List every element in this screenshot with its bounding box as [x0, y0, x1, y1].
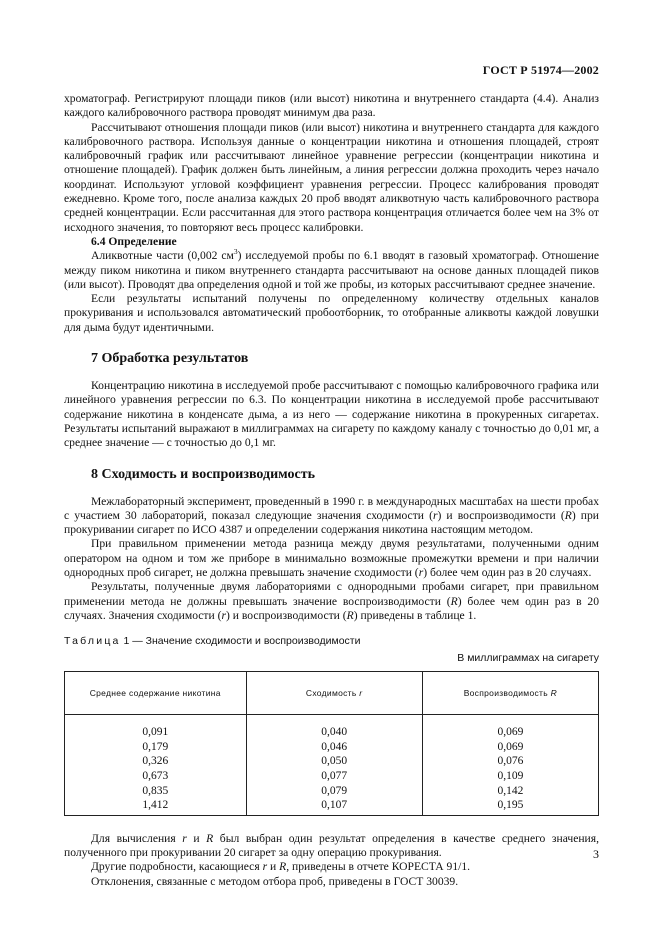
table-cell-r: 0,050 [246, 754, 422, 769]
table-cell-r: 0,079 [246, 784, 422, 799]
document-standard-header: ГОСТ Р 51974—2002 [482, 63, 599, 77]
table-cell-mean: 0,179 [65, 740, 247, 755]
table-unit-note: В миллиграммах на сигарету [457, 652, 599, 665]
table-cell-R: 0,069 [422, 715, 598, 740]
page-number: 3 [593, 847, 599, 861]
table-row [65, 754, 599, 769]
paragraph: Рассчитывают отношения площади пиков (или высот) никотина и внутреннего стандарта для каждого калибровочного раствора. Используя данные о концентрации никотина и отношения площадей, строят калибровочный график или рассчитывают линейное уравнение регрессии (концентрации никотина и отношение площадей). График должен быть линейным, а линия регрессии должна проходить через начало координат. Используют угловой коэффициент уравнения регрессии. Процесс калибрования проводят ежедневно. Кроме того, после анализа каждых 20 проб вводят аликвотную часть калибровочного раствора средней концентрации. Если рассчитанная для этого раствора концентрация отличается более чем на 3% от исходного значения, то повторяют весь процесс калибровки. [64, 120, 599, 234]
section-heading-8: 8 Сходимость и воспроизводимость [91, 466, 316, 482]
paragraph: Межлабораторный эксперимент, проведенный в 1990 г. в международных масштабах на шести пробах с участием 30 лабораторий, показал следующие значения сходимости (r) и воспроизводимости (R) при прокуривании сигарет по ИСО 4387 и определении содержания никотина настоящим методом. [64, 494, 599, 537]
table-cell-mean: 1,412 [65, 798, 247, 815]
subsection-heading-6-4: 6.4 Определение [91, 234, 177, 248]
paragraph: Для вычисления r и R был выбран один результат определения в качестве среднего значения, полученного при прокуривании 20 сигарет за одну операцию прокуривания. [64, 831, 599, 860]
table-row [65, 715, 599, 740]
paragraph: Другие подробности, касающиеся r и R, приведены в отчете КОРЕСТА 91/1. [91, 860, 471, 874]
table-row [65, 769, 599, 784]
paragraph: Результаты, полученные двумя лабораториями с однородными пробами сигарет, при правильном применении метода не должны превышать значение воспроизводимости (R) более чем один раз в 20 случаях. Значения сходимости (r) и воспроизводимости (R) приведены в таблице 1. [64, 580, 599, 622]
table-cell-mean: 0,326 [65, 754, 247, 769]
paragraph: Аликвотные части (0,002 $см^3$) исследуемой пробы по 6.1 вводят в газовый хроматограф. Отношение между пиком никотина и пиком внутреннего стандарта рассчитывают на основе данных площадей пиков (или высот). Проводят два определения одной и той же пробы, из которых рассчитывают среднее значение. [64, 247, 599, 291]
table-cell-mean: 0,091 [65, 715, 247, 740]
table-cell-r: 0,040 [246, 715, 422, 740]
table-row [65, 784, 599, 799]
paragraph: Отклонения, связанные с методом отбора проб, приведены в ГОСТ 30039. [91, 874, 459, 888]
table-cell-mean: 0,673 [65, 769, 247, 784]
table-cell-mean: 0,835 [65, 784, 247, 799]
section-heading-7: 7 Обработка результатов [91, 351, 249, 367]
table-cell-R: 0,109 [422, 769, 598, 784]
column-header-repeatability: Сходимость r [246, 672, 422, 715]
table-cell-R: 0,142 [422, 784, 598, 799]
table-cell-r: 0,046 [246, 740, 422, 755]
table-cell-r: 0,077 [246, 769, 422, 784]
column-header-reproducibility: Воспроизводимость R [422, 672, 598, 715]
paragraph: При правильном применении метода разница между двумя результатами, полученными одним оператором на одном и том же приборе в минимально возможные промежутки времени и при наличии однородных проб сигарет, не должна превышать значение сходимости (r) более чем один раз в 20 случаях. [64, 537, 599, 580]
table-cell-r: 0,107 [246, 798, 422, 815]
table-cell-R: 0,195 [422, 798, 598, 815]
precision-table [64, 671, 599, 816]
paragraph: хроматограф. Регистрируют площади пиков (или высот) никотина и внутреннего стандарта (4.4). Анализ каждого калибровочного раствора проводят минимум два раза. [64, 92, 599, 120]
table-caption: Таблица 1 — Значение сходимости и воспроизводимости [64, 635, 361, 648]
column-header-mean-nicotine: Среднее содержание никотина [65, 672, 247, 715]
table-cell-R: 0,076 [422, 754, 598, 769]
table-cell-R: 0,069 [422, 740, 598, 755]
paragraph: Если результаты испытаний получены по определенному количеству отдельных каналов прокуривания и использовался автоматический пробоотборник, то отобранные аликвоты каждой ловушки для дыма будут идентичными. [64, 292, 599, 334]
table-row [65, 740, 599, 755]
table-row [65, 798, 599, 815]
document-body [64, 92, 599, 889]
paragraph: Концентрацию никотина в исследуемой пробе рассчитывают с помощью калибровочного графика или линейного уравнения регрессии по 6.3. По концентрации никотина в исследуемой пробе рассчитывают содержание никотина в конденсате дыма, а из него — содержание никотина в прокуренных сигаретах. Результаты испытаний выражают в миллиграммах на сигарету по каждому каналу с точностью до 0,01 мг, а среднее значение — с точностью до 0,1 мг. [64, 379, 599, 450]
